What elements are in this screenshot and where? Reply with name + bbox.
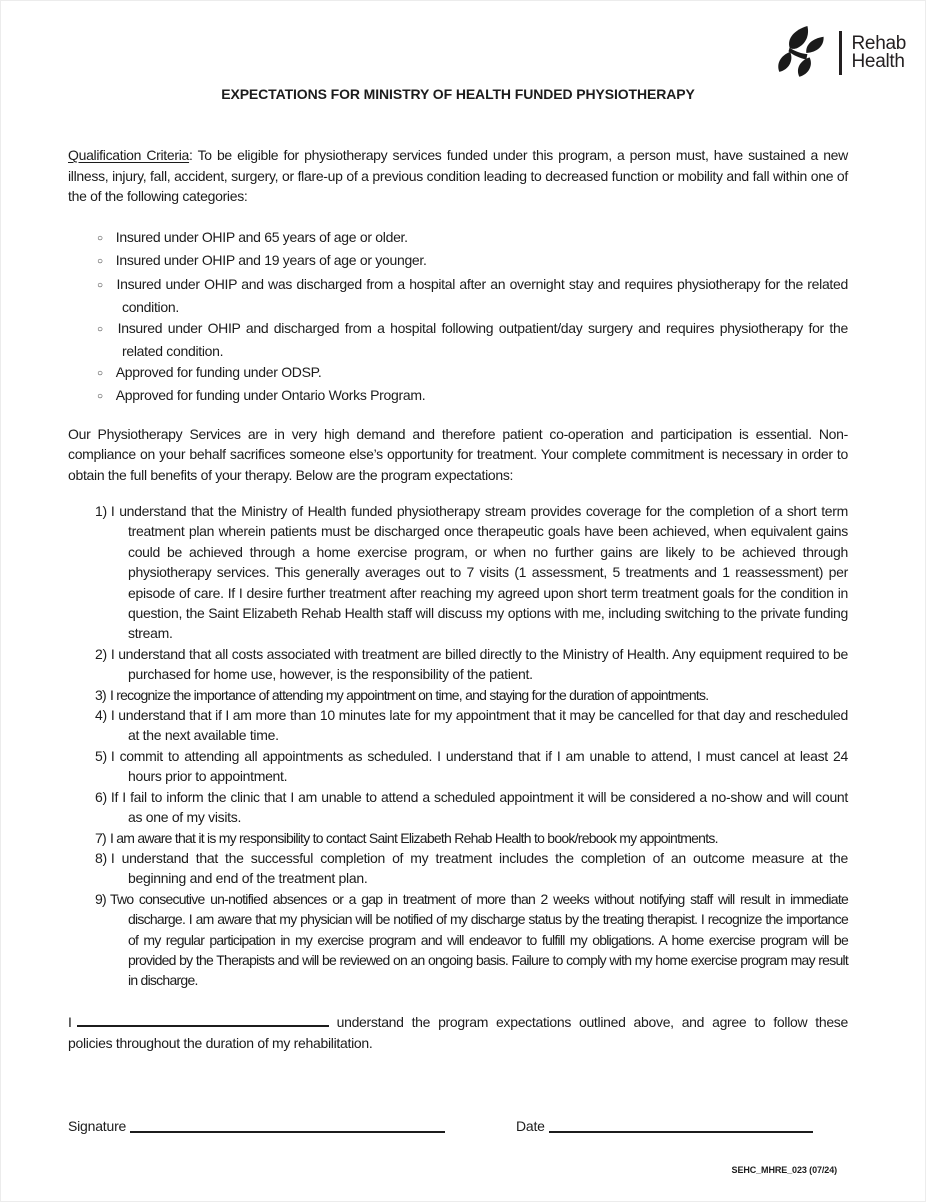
acknowledgement-paragraph — [68, 1012, 848, 1054]
date-field[interactable] — [549, 1121, 813, 1133]
form-code: SEHC_MHRE_023 (07/24) — [731, 1165, 837, 1175]
signature-field[interactable] — [130, 1121, 445, 1133]
signature-label: Signature — [68, 1118, 127, 1134]
acknowledgement-text: understand the program expectations outlined above, and agree to follow these policies throughout the duration of my rehabilitation. — [68, 1014, 848, 1051]
expectation-item: 8) I understand that the successful completion of my treatment includes the completion of an outcome measure at the beginning and end of the treatment plan. — [95, 849, 848, 887]
logo-divider — [839, 31, 842, 75]
qualification-criteria-text: : To be eligible for physiotherapy services funded under this program, a person must, have sustained a new illness, injury, fall, accident, surgery, or flare-up of a previous condition leading to decreased function or mobility and fall within one of the of the following categories: — [68, 147, 848, 204]
signature-group — [68, 1118, 445, 1135]
expectation-item: 5) I commit to attending all appointments as scheduled. I understand that if I am unable to attend, I must cancel at least 24 hours prior to appointment. — [95, 747, 848, 785]
list-item: ○ Insured under OHIP and discharged from a hospital following outpatient/day surgery and requires physiotherapy for the related condition. — [97, 319, 848, 359]
se-health-logo-icon — [775, 26, 829, 80]
expectation-item: 1) I understand that the Ministry of Health funded physiotherapy stream provides coverage for the completion of a short term treatment plan wherein patients must be discharged once therapeutic goals have been achieved, when equivalent gains could be achieved through a home exercise program, or when no further gains are likely to be achieved through physiotherapy services. This generally averages out to 7 visits (1 assessment, 5 treatments and 1 reassessment) per episode of care. If I desire further treatment after reaching my agreed upon short term treatment goals for the condition in question, the Saint Elizabeth Rehab Health staff will discuss my options with me, including switching to the private funding stream. — [95, 503, 848, 642]
logo-wordmark — [851, 32, 907, 72]
criteria-bullet-list — [97, 227, 848, 409]
acknowledgement-prefix: I — [68, 1014, 72, 1030]
logo — [775, 26, 906, 80]
circle-bullet-icon: ○ — [97, 391, 103, 402]
circle-bullet-icon: ○ — [97, 323, 105, 335]
expectation-item: 9) Two consecutive un-notified absences or a gap in treatment of more than 2 weeks without notifying staff will result in immediate discharge. I am aware that my physician will be notified of my discharge status by the treating therapist. I recognize the importance of my regular participation in my exercise program and will endeavor to fulfill my obligations. A home exercise program will be provided by the Therapists and will be reviewed on an ongoing basis. Failure to comply with my home exercise program may result in discharge. — [95, 890, 848, 989]
expectation-item: 6) If I fail to inform the clinic that I am unable to attend a scheduled appointment it will be considered a no-show and will count as one of my visits. — [95, 788, 848, 826]
list-item: ○ Insured under OHIP and 65 years of age or older. — [97, 228, 408, 245]
circle-bullet-icon: ○ — [97, 232, 103, 244]
expectation-item: 2) I understand that all costs associated with treatment are billed directly to the Ministry of Health. Any equipment required to be purchased for home use, however, is the responsibility of the patient. — [95, 645, 848, 683]
date-label: Date — [516, 1118, 545, 1134]
qualification-criteria-label: Qualification Criteria — [68, 147, 190, 163]
expectation-item: 4) I understand that if I am more than 10 minutes late for my appointment that it may be cancelled for that day and rescheduled at the next available time. — [95, 707, 848, 744]
date-group — [516, 1118, 813, 1135]
program-demand-paragraph: Our Physiotherapy Services are in very high demand and therefore patient co-operation and participation is essential. Non-compliance on your behalf sacrifices someone else’s opportunity for treatment. Your complete commitment is necessary in order to obtain the full benefits of your therapy. Below are the program expectations: — [68, 425, 848, 483]
list-item: ○ Approved for funding under Ontario Works Program. — [97, 387, 426, 403]
circle-bullet-icon: ○ — [97, 279, 104, 291]
list-item: ○ Insured under OHIP and was discharged from a hospital after an overnight stay and requires physiotherapy for the related condition. — [97, 275, 848, 315]
qualification-criteria-paragraph — [68, 145, 848, 207]
expectations-list — [95, 501, 848, 991]
list-item: ○ Insured under OHIP and 19 years of age or younger. — [97, 252, 427, 268]
circle-bullet-icon: ○ — [97, 367, 103, 379]
expectation-item: 7) I am aware that it is my responsibility to contact Saint Elizabeth Rehab Health to book/rebook my appointments. — [95, 829, 718, 846]
list-item: ○ Approved for funding under ODSP. — [97, 363, 322, 380]
logo-wordmark-line2: Health — [851, 51, 905, 72]
logo-wordmark-line1: Rehab — [851, 32, 906, 54]
patient-name-field[interactable] — [77, 1013, 329, 1027]
circle-bullet-icon: ○ — [97, 256, 103, 267]
signature-section — [68, 1118, 848, 1135]
expectation-item: 3) I recognize the importance of attending my appointment on time, and staying for the duration of appointments. — [95, 686, 709, 703]
page-title: EXPECTATIONS FOR MINISTRY OF HEALTH FUNDED PHYSIOTHERAPY — [221, 86, 695, 102]
